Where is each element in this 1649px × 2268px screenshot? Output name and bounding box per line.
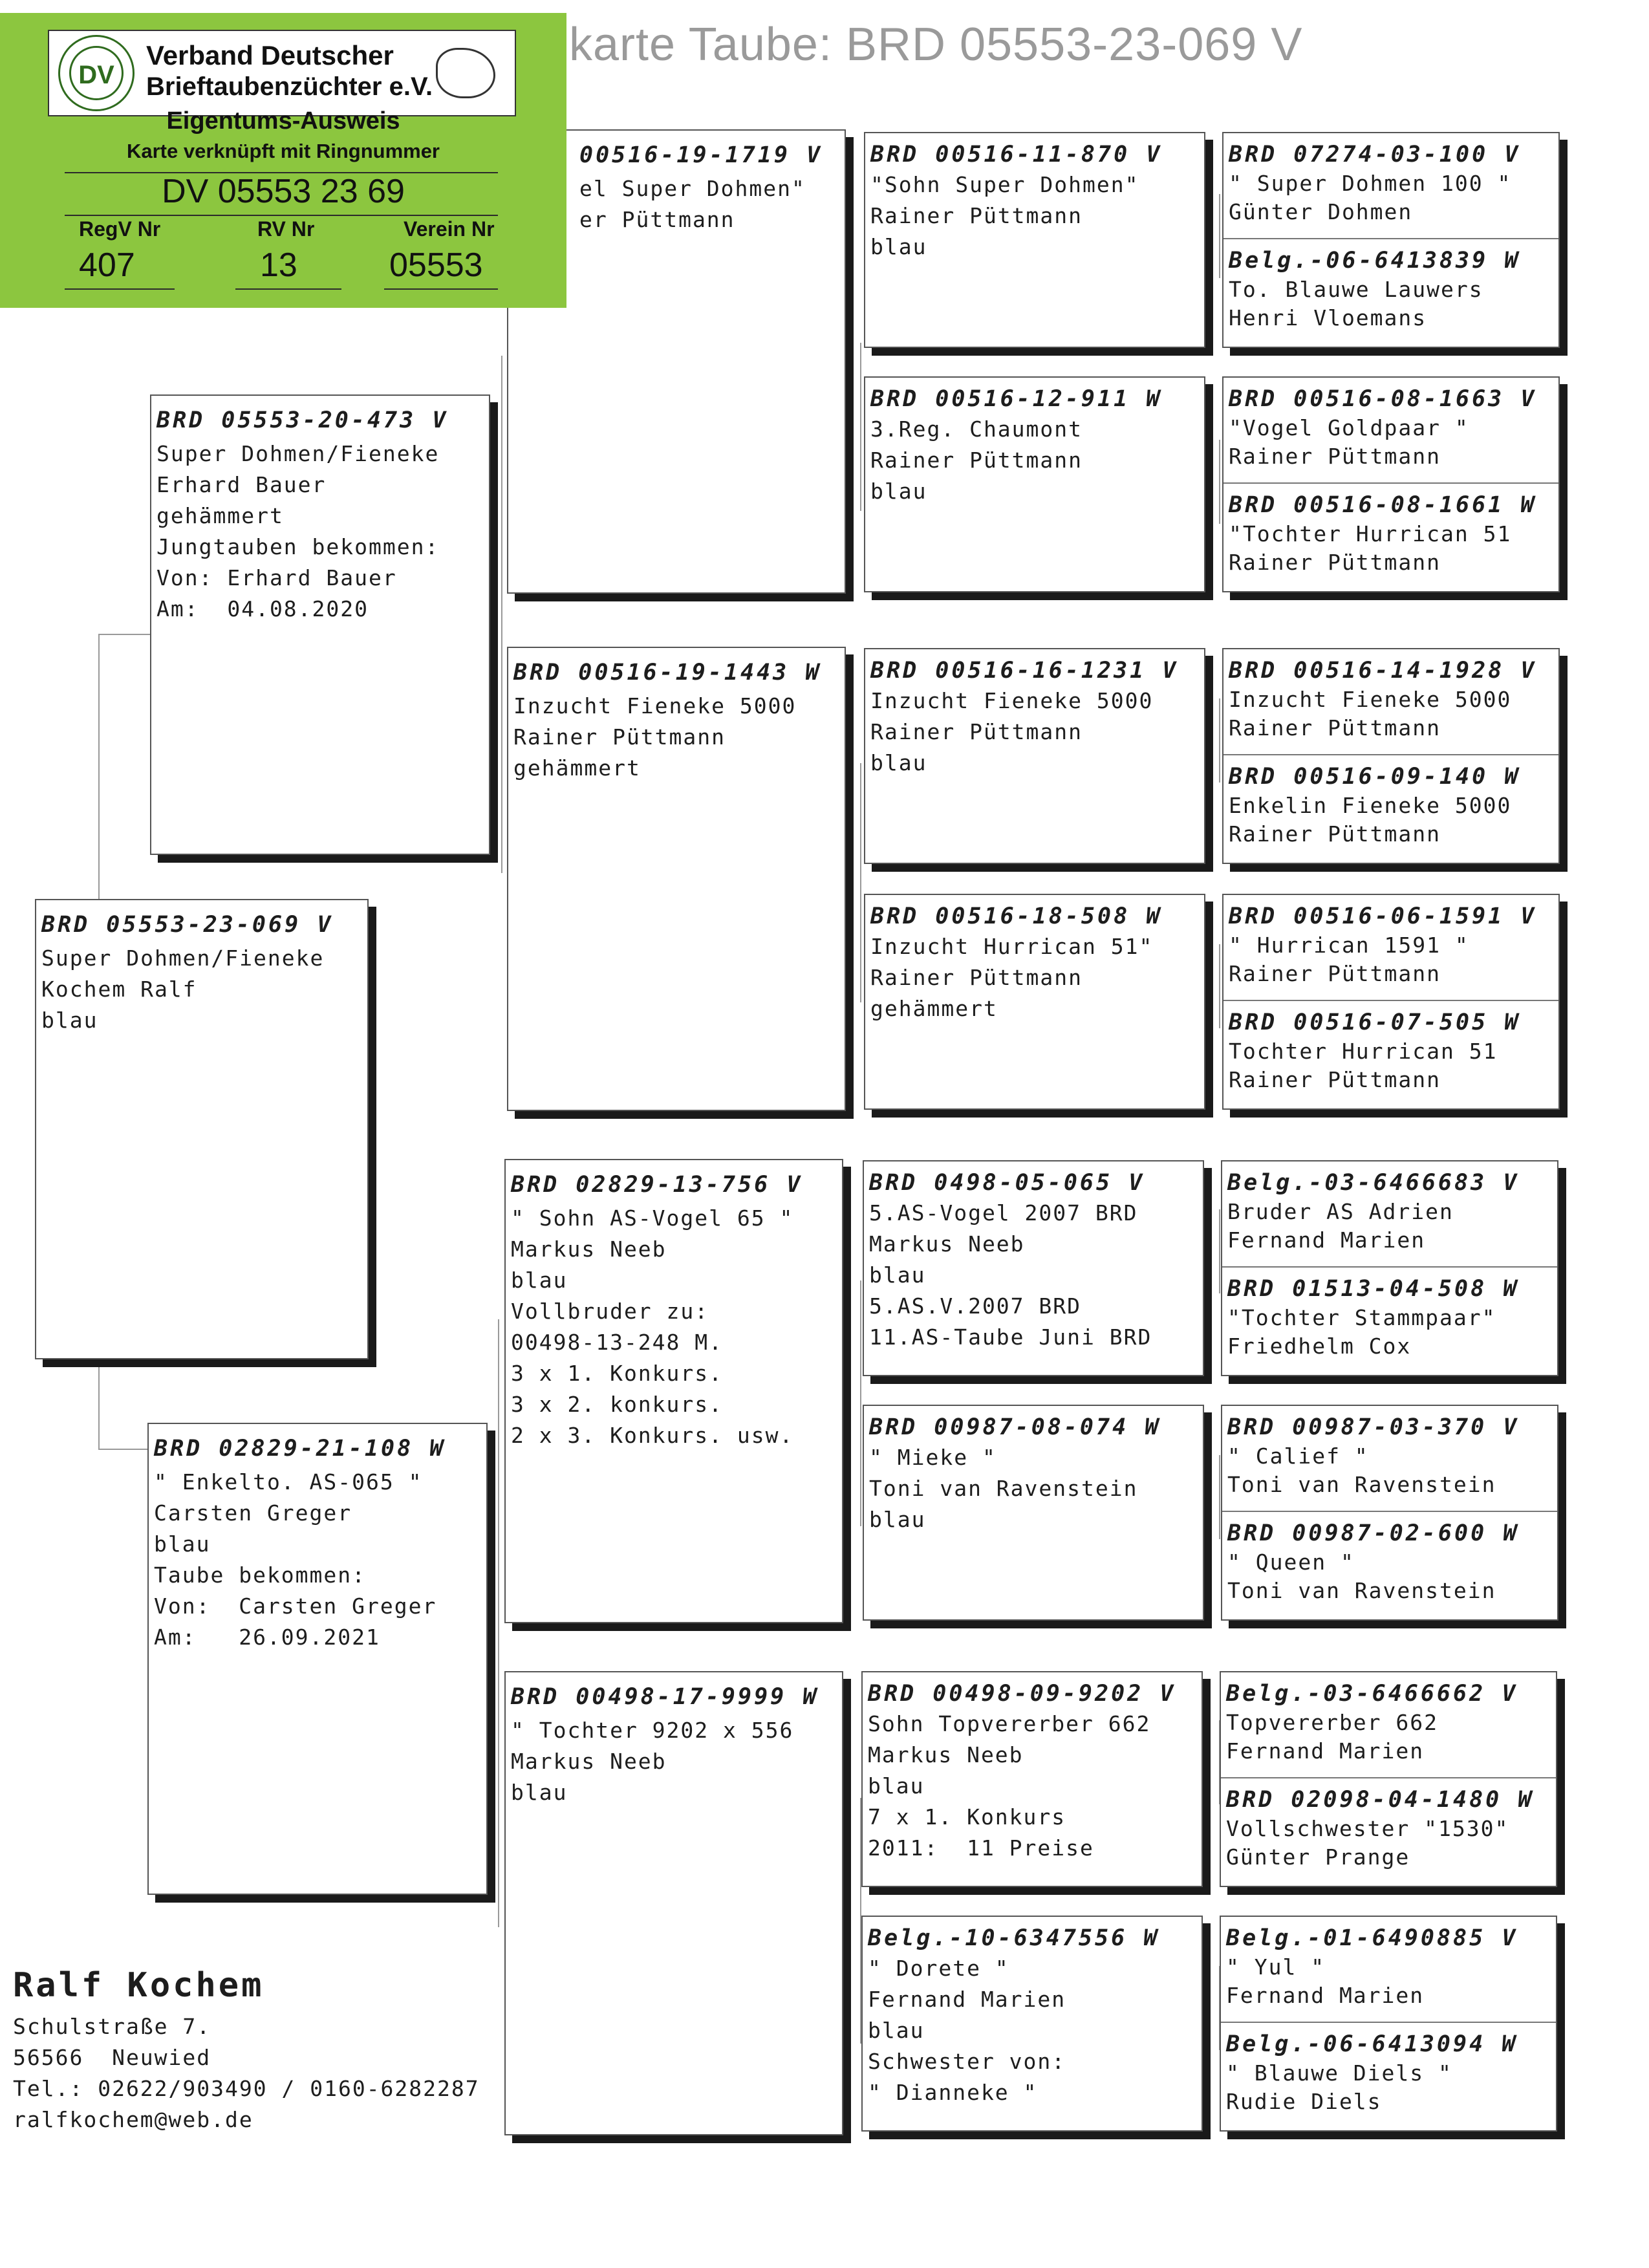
card-line: blau xyxy=(511,1268,568,1293)
owner-phone: Tel.: 02622/903490 / 0160-6282287 xyxy=(13,2076,480,2101)
ring-number: BRD 05553-23-069 V xyxy=(41,912,334,938)
owner-email: ralfkochem@web.de xyxy=(13,2107,253,2132)
card-line: Inzucht Hurrican 51" xyxy=(870,934,1154,959)
ring-number: 00516-19-1719 V xyxy=(579,142,823,168)
card-line: blau xyxy=(869,1262,926,1288)
pedigree-card-gen3-6 xyxy=(863,1405,1204,1621)
card-line: Inzucht Fieneke 5000 xyxy=(870,688,1154,713)
card-line: " Calief " xyxy=(1227,1443,1369,1469)
connector xyxy=(498,1319,499,1927)
card-line: Fernand Marien xyxy=(1226,1738,1425,1764)
ring-number: BRD 0498-05-065 V xyxy=(869,1170,1145,1196)
card-line: Vollschwester "1530" xyxy=(1226,1816,1509,1841)
card-line: "Tochter Stammpaar" xyxy=(1227,1305,1496,1330)
value-underline xyxy=(65,288,175,290)
card-line: Erhard Bauer xyxy=(156,472,327,497)
ring-number: BRD 02829-13-756 V xyxy=(511,1172,803,1198)
ring-number: BRD 00987-02-600 W xyxy=(1227,1520,1520,1546)
card-line: Sohn Topvererber 662 xyxy=(868,1711,1151,1736)
pedigree-card-gen3-2 xyxy=(864,376,1205,592)
pedigree-card-gen0 xyxy=(35,899,369,1359)
card-line: 2 x 3. Konkurs. usw. xyxy=(511,1423,794,1448)
card-line: "Sohn Super Dohmen" xyxy=(870,172,1139,197)
connector xyxy=(1219,698,1220,783)
pedigree-card-gen4-pair-8 xyxy=(1220,1916,1557,2132)
card-line: Toni van Ravenstein xyxy=(1227,1578,1496,1603)
connector xyxy=(860,763,861,1002)
pedigree-card-gen3-4 xyxy=(864,894,1205,1110)
owner-city: 56566 Neuwied xyxy=(13,2045,211,2070)
card-line: "Tochter Hurrican 51 xyxy=(1229,521,1512,546)
ring-number: BRD 00516-14-1928 V xyxy=(1229,658,1537,684)
card-line: Rainer Püttmann xyxy=(870,203,1083,228)
connector xyxy=(860,1280,861,1526)
ring-number: BRD 01513-04-508 W xyxy=(1227,1276,1520,1302)
card-line: Von: Erhard Bauer xyxy=(156,565,397,590)
ring-number: Belg.-03-6466662 V xyxy=(1226,1681,1518,1707)
pedigree-card-gen1-sire xyxy=(150,394,490,855)
card-line: Rainer Püttmann xyxy=(1229,715,1441,740)
card-line: Rainer Püttmann xyxy=(1229,444,1441,469)
page-title: karte Taube: BRD 05553-23-069 V xyxy=(569,19,1303,70)
card-line: "Vogel Goldpaar " xyxy=(1229,415,1469,440)
ring-number: BRD 00516-09-140 W xyxy=(1229,764,1521,790)
org-name-line1: Verband Deutscher xyxy=(146,40,394,70)
pedigree-card-gen1-dam xyxy=(147,1423,488,1895)
pedigree-card-gen2-4 xyxy=(504,1671,843,2135)
card-line: " Sohn AS-Vogel 65 " xyxy=(511,1205,794,1231)
connector xyxy=(1219,440,1220,524)
card-line: Super Dohmen/Fieneke xyxy=(156,441,440,466)
card-line: blau xyxy=(154,1531,211,1557)
card-line: Taube bekommen: xyxy=(154,1562,367,1588)
card-line: Rainer Püttmann xyxy=(870,448,1083,473)
ring-number: BRD 00516-19-1443 W xyxy=(513,660,822,686)
card-line: Rudie Diels xyxy=(1226,2089,1382,2114)
card-line: blau xyxy=(868,2018,925,2043)
card-line: Günter Prange xyxy=(1226,1844,1410,1870)
ownership-card-header xyxy=(48,30,516,116)
card-line: 00498-13-248 M. xyxy=(511,1330,724,1355)
ring-number: BRD 02829-21-108 W xyxy=(154,1436,446,1462)
card-line: " Tochter 9202 x 556 xyxy=(511,1718,794,1743)
card-line: gehämmert xyxy=(156,503,284,528)
connector xyxy=(98,634,100,899)
card-line: Kochem Ralf xyxy=(41,977,197,1002)
pedigree-card-gen3-8 xyxy=(861,1916,1203,2132)
pedigree-card-gen2-3 xyxy=(504,1159,843,1623)
ring-number: BRD 00987-03-370 V xyxy=(1227,1414,1520,1440)
logo-text: DV xyxy=(69,46,124,100)
connector xyxy=(501,653,502,873)
card-line: Fernand Marien xyxy=(1227,1227,1426,1253)
connector xyxy=(860,343,861,511)
card-line: Markus Neeb xyxy=(511,1749,667,1774)
rv-value: 13 xyxy=(260,246,297,284)
card-line: " Blauwe Diels " xyxy=(1226,2060,1452,2086)
card-line: Rainer Püttmann xyxy=(513,724,726,750)
pedigree-card-gen3-5 xyxy=(863,1160,1204,1376)
card-line: " Dianneke " xyxy=(868,2080,1038,2105)
card-line: Toni van Ravenstein xyxy=(1227,1472,1496,1497)
ring-number: BRD 00516-18-508 W xyxy=(870,903,1163,929)
card-line: Topvererber 662 xyxy=(1226,1710,1439,1735)
card-line: er Püttmann xyxy=(579,207,735,232)
card-line: 3 x 1. Konkurs. xyxy=(511,1361,724,1386)
pedigree-card-gen3-1 xyxy=(864,132,1205,348)
pedigree-card-gen4-pair-6 xyxy=(1221,1405,1558,1621)
card-line: blau xyxy=(870,479,927,504)
card-line: blau xyxy=(41,1008,98,1033)
card-line: " Dorete " xyxy=(868,1956,1009,1981)
card-line: " Queen " xyxy=(1227,1550,1355,1575)
card-line: 2011: 11 Preise xyxy=(868,1835,1094,1861)
pedigree-card-gen4-pair-2 xyxy=(1222,376,1560,592)
connector xyxy=(98,1449,149,1450)
association-logo-icon xyxy=(58,35,135,111)
card-line: Super Dohmen/Fieneke xyxy=(41,945,325,971)
card-line: 7 x 1. Konkurs xyxy=(868,1804,1066,1830)
ring-number: BRD 00498-09-9202 V xyxy=(868,1681,1176,1707)
card-line: Fernand Marien xyxy=(1226,1983,1425,2008)
card-line: Rainer Püttmann xyxy=(1229,1067,1441,1092)
card-line: 5.AS-Vogel 2007 BRD xyxy=(869,1200,1138,1226)
card-line: 3.Reg. Chaumont xyxy=(870,416,1083,442)
ring-number: Belg.-01-6490885 V xyxy=(1226,1925,1518,1951)
pigeon-icon xyxy=(436,48,495,98)
ring-number: BRD 07274-03-100 V xyxy=(1229,142,1521,167)
card-line: " Yul " xyxy=(1226,1954,1326,1980)
ring-number: BRD 00516-07-505 W xyxy=(1229,1010,1521,1035)
card-line: Henri Vloemans xyxy=(1229,305,1427,330)
connector xyxy=(1219,1209,1220,1293)
card-line: blau xyxy=(869,1507,926,1532)
owner-street: Schulstraße 7. xyxy=(13,2014,211,2039)
card-line: Jungtauben bekommen: xyxy=(156,534,440,559)
ownership-subheading: Karte verknüpft mit Ringnummer xyxy=(126,140,440,162)
connector xyxy=(1219,194,1220,278)
card-line: " Enkelto. AS-065 " xyxy=(154,1469,423,1495)
card-line: Von: Carsten Greger xyxy=(154,1593,437,1619)
card-line: Markus Neeb xyxy=(869,1231,1025,1257)
ring-number: Belg.-06-6413839 W xyxy=(1229,248,1521,274)
ring-number: BRD 00498-17-9999 W xyxy=(511,1684,819,1710)
card-line: Friedhelm Cox xyxy=(1227,1334,1412,1359)
ring-number: BRD 00987-08-074 W xyxy=(869,1414,1161,1440)
card-line: Markus Neeb xyxy=(511,1237,667,1262)
card-line: Carsten Greger xyxy=(154,1500,352,1526)
connector xyxy=(98,634,151,635)
owner-name: Ralf Kochem xyxy=(13,1966,264,2005)
card-line: blau xyxy=(868,1773,925,1798)
card-line: " Hurrican 1591 " xyxy=(1229,933,1469,958)
regv-label: RegV Nr xyxy=(79,217,161,241)
card-line: Günter Dohmen xyxy=(1229,199,1413,224)
card-line: Enkelin Fieneke 5000 xyxy=(1229,793,1512,818)
org-name-line2: Brieftaubenzüchter e.V. xyxy=(146,72,433,101)
card-line: Rainer Püttmann xyxy=(870,719,1083,744)
ring-number: Belg.-03-6466683 V xyxy=(1227,1170,1520,1196)
card-line: To. Blauwe Lauwers xyxy=(1229,277,1483,302)
ring-number: BRD 00516-08-1661 W xyxy=(1229,492,1537,518)
card-line: " Super Dohmen 100 " xyxy=(1229,171,1512,196)
card-line: Rainer Püttmann xyxy=(1229,821,1441,847)
card-line: Inzucht Fieneke 5000 xyxy=(1229,687,1512,712)
ring-number: BRD 00516-08-1663 V xyxy=(1229,386,1537,412)
card-line: 3 x 2. konkurs. xyxy=(511,1392,724,1417)
ownership-ring-number: DV 05553 23 69 xyxy=(162,173,405,210)
connector xyxy=(1219,1455,1220,1539)
card-line: Rainer Püttmann xyxy=(870,965,1083,990)
value-underline xyxy=(384,288,498,290)
card-line: Toni van Ravenstein xyxy=(869,1476,1138,1501)
ring-number: BRD 00516-06-1591 V xyxy=(1229,903,1537,929)
pedigree-card-gen4-pair-1 xyxy=(1222,132,1560,348)
card-line: blau xyxy=(511,1780,568,1805)
ring-number: BRD 00516-11-870 V xyxy=(870,142,1163,167)
regv-value: 407 xyxy=(79,246,135,284)
card-line: gehämmert xyxy=(513,755,641,781)
value-underline xyxy=(235,288,341,290)
pedigree-card-gen3-7 xyxy=(861,1671,1203,1887)
card-line: Inzucht Fieneke 5000 xyxy=(513,693,797,718)
ring-number: Belg.-10-6347556 W xyxy=(868,1925,1160,1951)
ring-number: BRD 02098-04-1480 W xyxy=(1226,1787,1535,1813)
card-line: blau xyxy=(870,750,927,775)
ring-number: Belg.-06-6413094 W xyxy=(1226,2031,1518,2057)
card-line: Fernand Marien xyxy=(868,1987,1066,2012)
connector xyxy=(501,356,502,653)
ring-number: BRD 00516-12-911 W xyxy=(870,386,1163,412)
card-line: Tochter Hurrican 51 xyxy=(1229,1039,1498,1064)
ownership-heading: Eigentums-Ausweis xyxy=(166,107,400,135)
verein-value: 05553 xyxy=(389,246,483,284)
pedigree-card-gen4-pair-5 xyxy=(1221,1160,1558,1376)
pedigree-card-gen3-3 xyxy=(864,648,1205,864)
card-line: blau xyxy=(870,234,927,259)
card-line: 11.AS-Taube Juni BRD xyxy=(869,1324,1152,1350)
verein-label: Verein Nr xyxy=(404,217,495,241)
rv-label: RV Nr xyxy=(257,217,315,241)
ownership-card xyxy=(0,13,566,308)
card-line: gehämmert xyxy=(870,996,998,1021)
card-line: Rainer Püttmann xyxy=(1229,550,1441,575)
card-line: el Super Dohmen" xyxy=(579,176,806,201)
pedigree-card-gen4-pair-4 xyxy=(1222,894,1560,1110)
card-line: 5.AS.V.2007 BRD xyxy=(869,1293,1082,1319)
card-line: " Mieke " xyxy=(869,1445,997,1470)
connector xyxy=(98,1358,100,1449)
connector xyxy=(1219,944,1220,1028)
card-line: Rainer Püttmann xyxy=(1229,961,1441,986)
pedigree-card-gen4-pair-7 xyxy=(1220,1671,1557,1887)
ring-underline xyxy=(65,215,498,216)
card-line: Schwester von: xyxy=(868,2049,1066,2074)
pedigree-card-gen2-2 xyxy=(507,647,846,1111)
ring-number: BRD 05553-20-473 V xyxy=(156,407,449,433)
card-line: Am: 04.08.2020 xyxy=(156,596,369,621)
pedigree-card-gen4-pair-3 xyxy=(1222,648,1560,864)
card-line: Am: 26.09.2021 xyxy=(154,1625,380,1650)
card-line: Bruder AS Adrien xyxy=(1227,1199,1454,1224)
card-line: Vollbruder zu: xyxy=(511,1299,709,1324)
ring-number: BRD 00516-16-1231 V xyxy=(870,658,1179,684)
card-line: Markus Neeb xyxy=(868,1742,1024,1767)
